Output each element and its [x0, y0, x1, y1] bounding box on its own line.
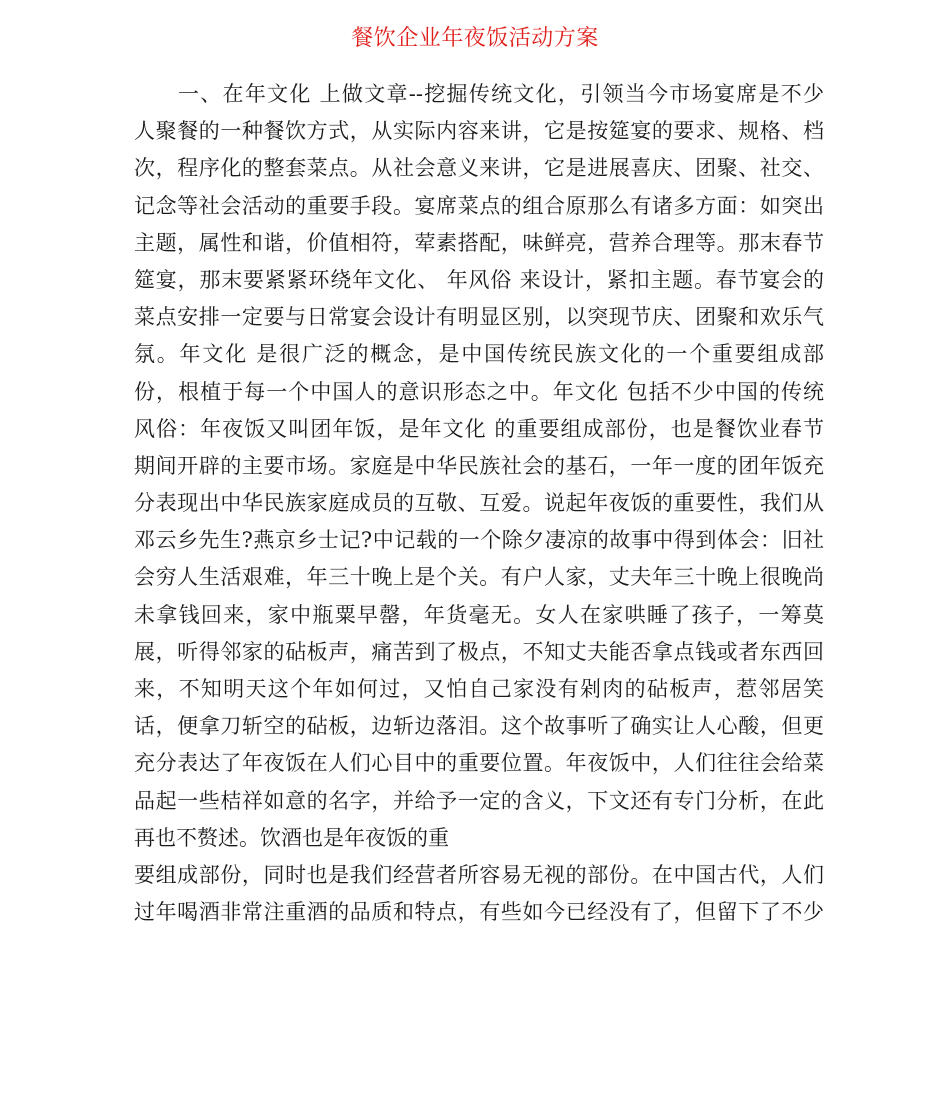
paragraph-line: 邓云乡先生?燕京乡士记?中记载的一个除夕凄凉的故事中得到体会：旧社 — [134, 528, 824, 553]
paragraph-line: 展，听得邻家的砧板声，痛苦到了极点，不知丈夫能否拿点钱或者东西回 — [134, 639, 824, 664]
paragraph-line: 人聚餐的一种餐饮方式，从实际内容来讲，它是按筵宴的要求、规格、档 — [134, 119, 824, 144]
paragraph-line: 菜点安排一定要与日常宴会设计有明显区别，以突现节庆、团聚和欢乐气 — [134, 305, 824, 330]
paragraph-line: 来，不知明天这个年如何过，又怕自己家没有剁肉的砧板声，惹邻居笑 — [134, 677, 824, 701]
paragraph-line: 充分表达了年夜饭在人们心目中的重要位置。年夜饭中，人们往往会给菜 — [134, 751, 824, 776]
paragraph-line: 一、在年文化 上做文章--挖掘传统文化，引领当今市场宴席是不少 — [178, 82, 824, 106]
document-title: 餐饮企业年夜饭活动方案 — [351, 26, 599, 51]
paragraph-line: 话，便拿刀斩空的砧板，边斩边落泪。这个故事听了确实让人心酸，但更 — [134, 714, 824, 739]
paragraph-line: 氛。年文化 是很广泛的概念，是中国传统民族文化的一个重要组成部 — [134, 342, 824, 367]
paragraph-line: 未拿钱回来，家中瓶粟早罄，年货毫无。女人在家哄睡了孩子，一筹莫 — [134, 602, 824, 627]
paragraph-line: 筵宴，那末要紧紧环绕年文化、 年风俗 来设计，紧扣主题。春节宴会的 — [134, 267, 824, 292]
paragraph-line: 会穷人生活艰难，年三十晚上是个关。有户人家，丈夫年三十晚上很晚尚 — [134, 565, 824, 590]
document-body — [134, 76, 824, 931]
paragraph-line: 份，根植于每一个中国人的意识形态之中。年文化 包括不少中国的传统 — [134, 379, 824, 404]
paragraph-line: 分表现出中华民族家庭成员的互敬、互爱。说起年夜饭的重要性，我们从 — [134, 491, 824, 516]
paragraph-line: 风俗：年夜饭又叫团年饭，是年文化 的重要组成部份，也是餐饮业春节 — [134, 416, 824, 441]
paragraph-line: 主题，属性和谐，价值相符，荤素搭配，味鲜亮，营养合理等。那末春节 — [134, 230, 824, 255]
paragraph-line: 期间开辟的主要市场。家庭是中华民族社会的基石，一年一度的团年饭充 — [134, 453, 824, 478]
paragraph-line: 记念等社会活动的重要手段。宴席菜点的组合原那么有诸多方面：如突出 — [134, 193, 824, 218]
paragraph-line: 次，程序化的整套菜点。从社会意义来讲，它是进展喜庆、团聚、社交、 — [134, 156, 824, 181]
paragraph-line: 再也不赘述。饮酒也是年夜饭的重 — [134, 825, 449, 850]
paragraph-line: 过年喝酒非常注重酒的品质和特点，有些如今已经没有了，但留下了不少 — [134, 900, 824, 925]
paragraph-line: 要组成部份，同时也是我们经营者所容易无视的部份。在中国古代，人们 — [134, 862, 824, 887]
paragraph-line: 品起一些桔祥如意的名字，并给予一定的含义，下文还有专门分析，在此 — [134, 788, 824, 813]
